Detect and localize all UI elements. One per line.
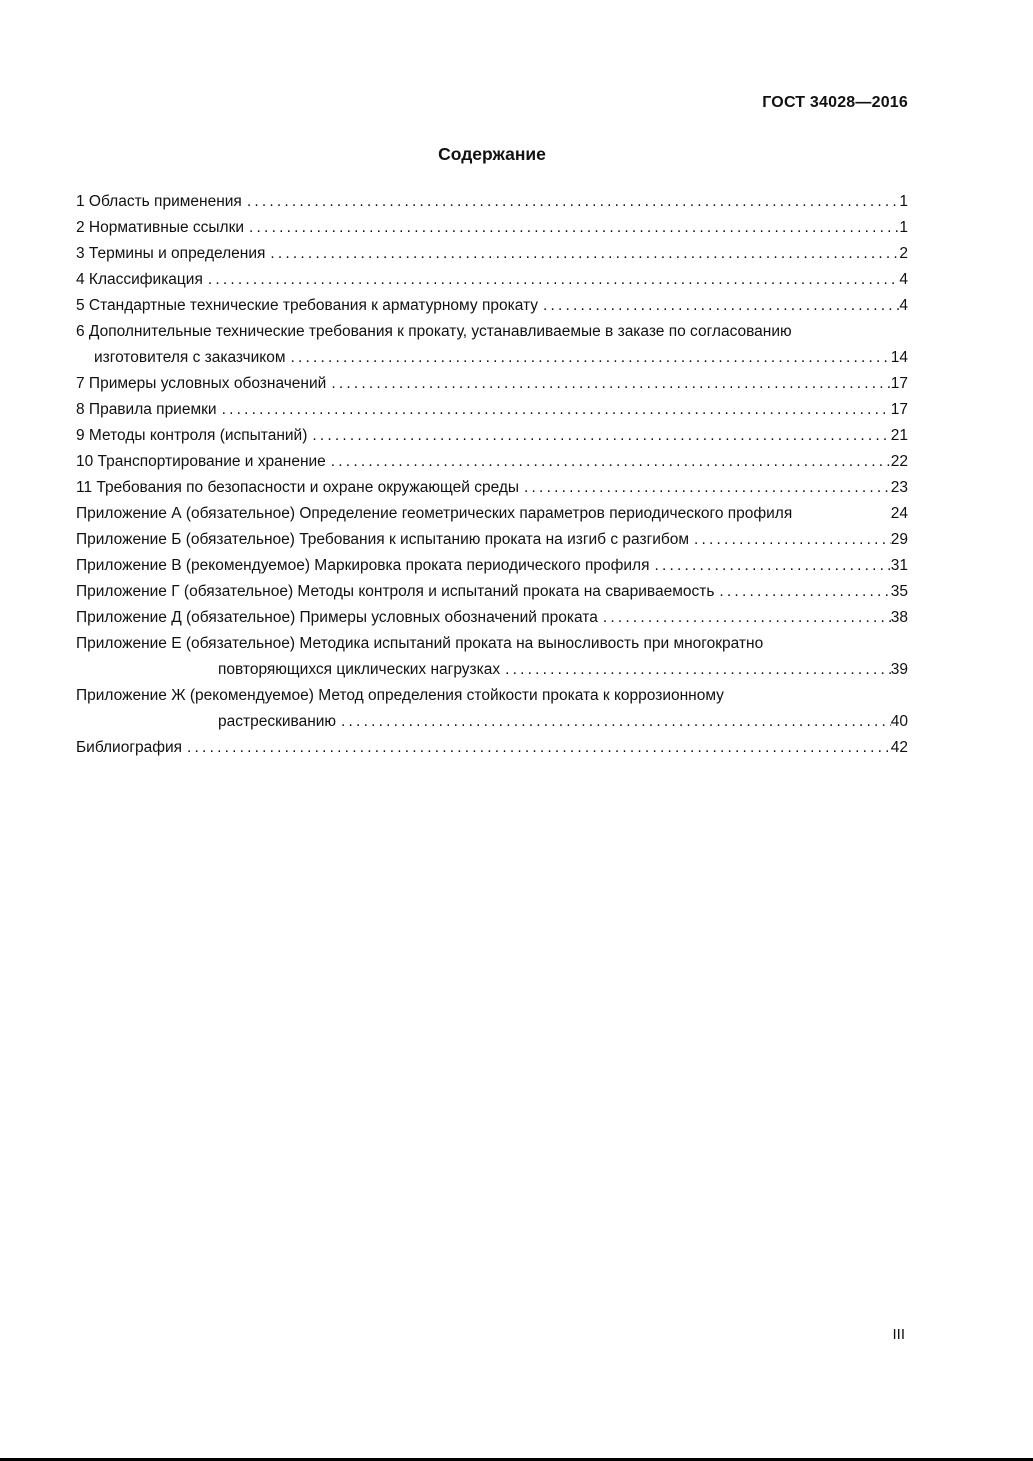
toc-entry-label: 3 Термины и определения [76, 245, 266, 262]
toc-entry-label-line2: изготовителя с заказчиком [94, 349, 286, 366]
toc-entry [76, 631, 908, 683]
toc-entry-label: 11 Требования по безопасности и охране окружающей среды [76, 479, 520, 496]
toc-entry-page: 23 [890, 479, 908, 496]
toc-entry-page: 24 [890, 505, 908, 522]
toc-list [76, 189, 908, 761]
toc-entry [76, 189, 908, 215]
dot-leader [326, 371, 890, 397]
toc-entry-page: 31 [890, 557, 908, 574]
toc-entry [76, 475, 908, 501]
dot-leader [326, 449, 891, 475]
toc-entry-page: 22 [890, 453, 908, 470]
dot-leader [217, 397, 891, 423]
toc-entry-label: Приложение Г (обязательное) Методы контроля и испытаний проката на свариваемость [76, 583, 715, 600]
toc-entry-page: 21 [890, 427, 908, 444]
toc-entry-label: 4 Классификация [76, 271, 203, 288]
toc-entry-label: 1 Область применения [76, 193, 242, 210]
toc-entry [76, 319, 908, 371]
dot-leader [538, 293, 899, 319]
toc-entry-label: Библиография [76, 739, 183, 756]
toc-entry [76, 293, 908, 319]
dot-leader [519, 475, 891, 501]
toc-entry-label: 7 Примеры условных обозначений [76, 375, 327, 392]
dot-leader [265, 241, 899, 267]
dot-leader [714, 579, 890, 605]
toc-entry [76, 397, 908, 423]
toc-entry [76, 501, 908, 527]
toc-entry-page: 35 [890, 583, 908, 600]
toc-entry-page: 42 [890, 739, 908, 756]
table-of-contents [76, 144, 908, 761]
toc-entry-page: 4 [899, 297, 908, 314]
toc-entry-page: 14 [890, 349, 908, 366]
dot-leader [244, 215, 899, 241]
toc-entry-label-line1: Приложение Ж (рекомендуемое) Метод определения стойкости проката к коррозионному [76, 687, 724, 704]
toc-entry-label: 5 Стандартные технические требования к арматурному прокату [76, 297, 539, 314]
dot-leader [242, 189, 900, 215]
toc-entry-page: 2 [899, 245, 908, 262]
dot-leader [182, 735, 891, 761]
dot-leader [285, 345, 890, 371]
toc-entry-label: Приложение Б (обязательное) Требования к испытанию проката на изгиб с разгибом [76, 531, 690, 548]
toc-entry-label-line1: Приложение Е (обязательное) Методика испытаний проката на выносливость при многократно [76, 635, 764, 652]
toc-entry [76, 215, 908, 241]
toc-entry [76, 527, 908, 553]
toc-entry [76, 449, 908, 475]
toc-entry-page: 1 [899, 193, 908, 210]
toc-entry-label-line2: повторяющихся циклических нагрузках [218, 661, 501, 678]
toc-entry-label: 9 Методы контроля (испытаний) [76, 427, 308, 444]
dot-leader [500, 657, 891, 683]
toc-entry-label: 10 Транспортирование и хранение [76, 453, 326, 470]
page-title: Содержание [438, 144, 546, 164]
toc-entry-page: 38 [890, 609, 908, 626]
toc-entry-label-line2: растрескиванию [218, 713, 337, 730]
dot-leader [336, 709, 891, 735]
toc-entry [76, 605, 908, 631]
toc-entry-label-line1: 6 Дополнительные технические требования к прокату, устанавливаемые в заказе по согласованию [76, 323, 792, 340]
toc-entry [76, 683, 908, 735]
toc-entry [76, 553, 908, 579]
toc-entry-label: 8 Правила приемки [76, 401, 217, 418]
page-number: III [892, 1326, 905, 1343]
toc-entry-page: 17 [890, 375, 908, 392]
toc-entry-label: Приложение Д (обязательное) Примеры условных обозначений проката [76, 609, 598, 626]
dot-leader [203, 267, 900, 293]
toc-entry [76, 267, 908, 293]
toc-entry [76, 735, 908, 761]
dot-leader [649, 553, 890, 579]
toc-entry [76, 241, 908, 267]
toc-entry-label: Приложение В (рекомендуемое) Маркировка проката периодического профиля [76, 557, 650, 574]
toc-entry [76, 371, 908, 397]
toc-entry-page: 4 [899, 271, 908, 288]
toc-entry-label: Приложение А (обязательное) Определение геометрических параметров периодического профиля [76, 505, 793, 522]
toc-entry-page: 17 [890, 401, 908, 418]
dot-leader [598, 605, 891, 631]
dot-leader [689, 527, 891, 553]
toc-entry-page: 40 [890, 713, 908, 730]
toc-entry-page: 39 [890, 661, 908, 678]
toc-entry-page: 1 [899, 219, 908, 236]
toc-entry-page: 29 [890, 531, 908, 548]
document-header-standard-number: ГОСТ 34028—2016 [762, 94, 908, 111]
toc-entry [76, 579, 908, 605]
dot-leader [307, 423, 890, 449]
toc-entry [76, 423, 908, 449]
toc-entry-label: 2 Нормативные ссылки [76, 219, 245, 236]
